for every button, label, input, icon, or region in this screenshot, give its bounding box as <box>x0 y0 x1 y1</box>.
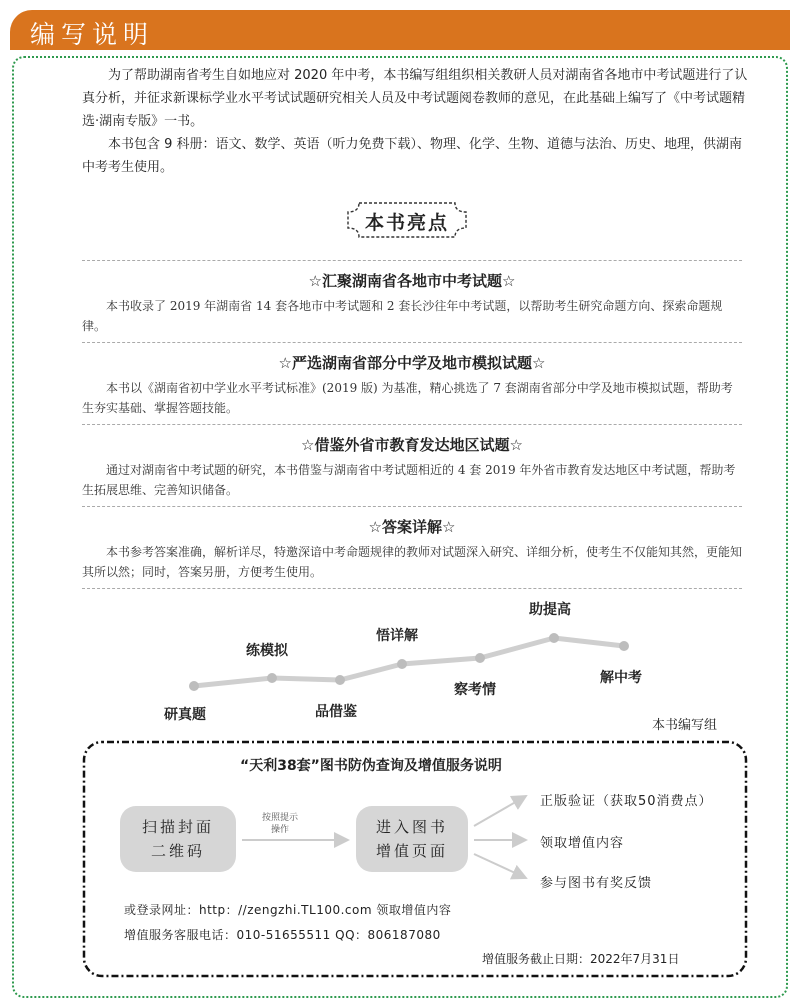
service-deadline: 增值服务截止日期：2022年7月31日 <box>482 952 680 966</box>
operation-note-line-2: 操作 <box>271 825 290 835</box>
section-title-4: ☆答案详解☆ <box>368 518 456 536</box>
service-title: “天利38套”图书防伪查询及增值服务说明 <box>240 758 502 774</box>
arrow-up-right-icon <box>474 796 526 826</box>
section-title-2: ☆严选湖南省部分中学及地市模拟试题☆ <box>278 354 546 372</box>
page-title: 编写说明 <box>30 20 155 49</box>
section-body-4: 本书参考答案准确，解析详尽，特邀深谙中考命题规律的教师对试题深入研究、详细分析，使考生不仅能知其然，更能知其所以然；同时，答案另册，方便考生使用。 <box>82 545 743 579</box>
book-service-box <box>356 806 468 872</box>
option-get-content: 领取增值内容 <box>540 836 625 851</box>
book-service-line-1: 进入图书 <box>375 818 448 836</box>
highlights-title: 本书亮点 <box>364 212 449 234</box>
flow-step-1: 研真题 <box>160 703 210 725</box>
section-body-1: 本书收录了 2019 年湖南省 14 套各地市中考试题和 2 套长沙往年中考试题，以帮助考生研究命题方向、探索命题规律。 <box>82 299 723 333</box>
option-feedback: 参与图书有奖反馈 <box>540 876 653 891</box>
section-body-2: 本书以《湖南省初中学业水平考试标准》(2019 版) 为基准，精心挑选了 7 套湖南省部分中学及地市模拟试题，帮助考生夯实基础、掌握答题技能。 <box>82 381 733 415</box>
flow-step-7: 解中考 <box>596 666 646 688</box>
flow-step-5: 察考情 <box>450 678 500 700</box>
compiler-signature: 本书编写组 <box>652 718 718 733</box>
scan-qr-line-2: 二维码 <box>150 842 205 860</box>
book-service-line-2: 增值页面 <box>375 842 448 860</box>
intro-paragraph-1: 为了帮助湖南省考生自如地应对 2020 年中考，本书编写组组织相关教研人员对湖南省各地市中考试题进行了认真分析，并征求新课标学业水平考试试题研究相关人员及中考试题阅卷教师的意见，在此基础上编写了《中考试题精选·湖南专版》一书。 <box>82 68 748 129</box>
arrow-down-right-icon <box>474 854 526 878</box>
flow-step-6: 助提高 <box>525 598 575 620</box>
flow-step-3: 品借鉴 <box>311 700 361 722</box>
section-title-1: ☆汇聚湖南省各地市中考试题☆ <box>308 272 516 290</box>
section-title-3: ☆借鉴外省市教育发达地区试题☆ <box>301 436 523 454</box>
phone-line: 增值服务客服电话：010-51655511 QQ：806187080 <box>124 928 441 942</box>
scan-qr-line-1: 扫描封面 <box>141 818 214 836</box>
website-line: 或登录网址：http：//zengzhi.TL100.com 领取增值内容 <box>124 903 452 917</box>
option-genuine-check: 正版验证（获取50消费点） <box>540 794 713 809</box>
section-body-3: 通过对湖南省中考试题的研究，本书借鉴与湖南省中考试题相近的 4 套 2019 年外省市教育发达地区中考试题，帮助考生拓展思维、完善知识储备。 <box>82 463 736 497</box>
flow-step-4: 悟详解 <box>372 624 422 646</box>
intro-paragraph-2: 本书包含 9 科册：语文、数学、英语（听力免费下载）、物理、化学、生物、道德与法治、历史、地理，供湖南中考考生使用。 <box>82 137 743 175</box>
operation-note-line-1: 按照提示 <box>262 813 299 823</box>
flow-step-2: 练模拟 <box>242 639 292 661</box>
